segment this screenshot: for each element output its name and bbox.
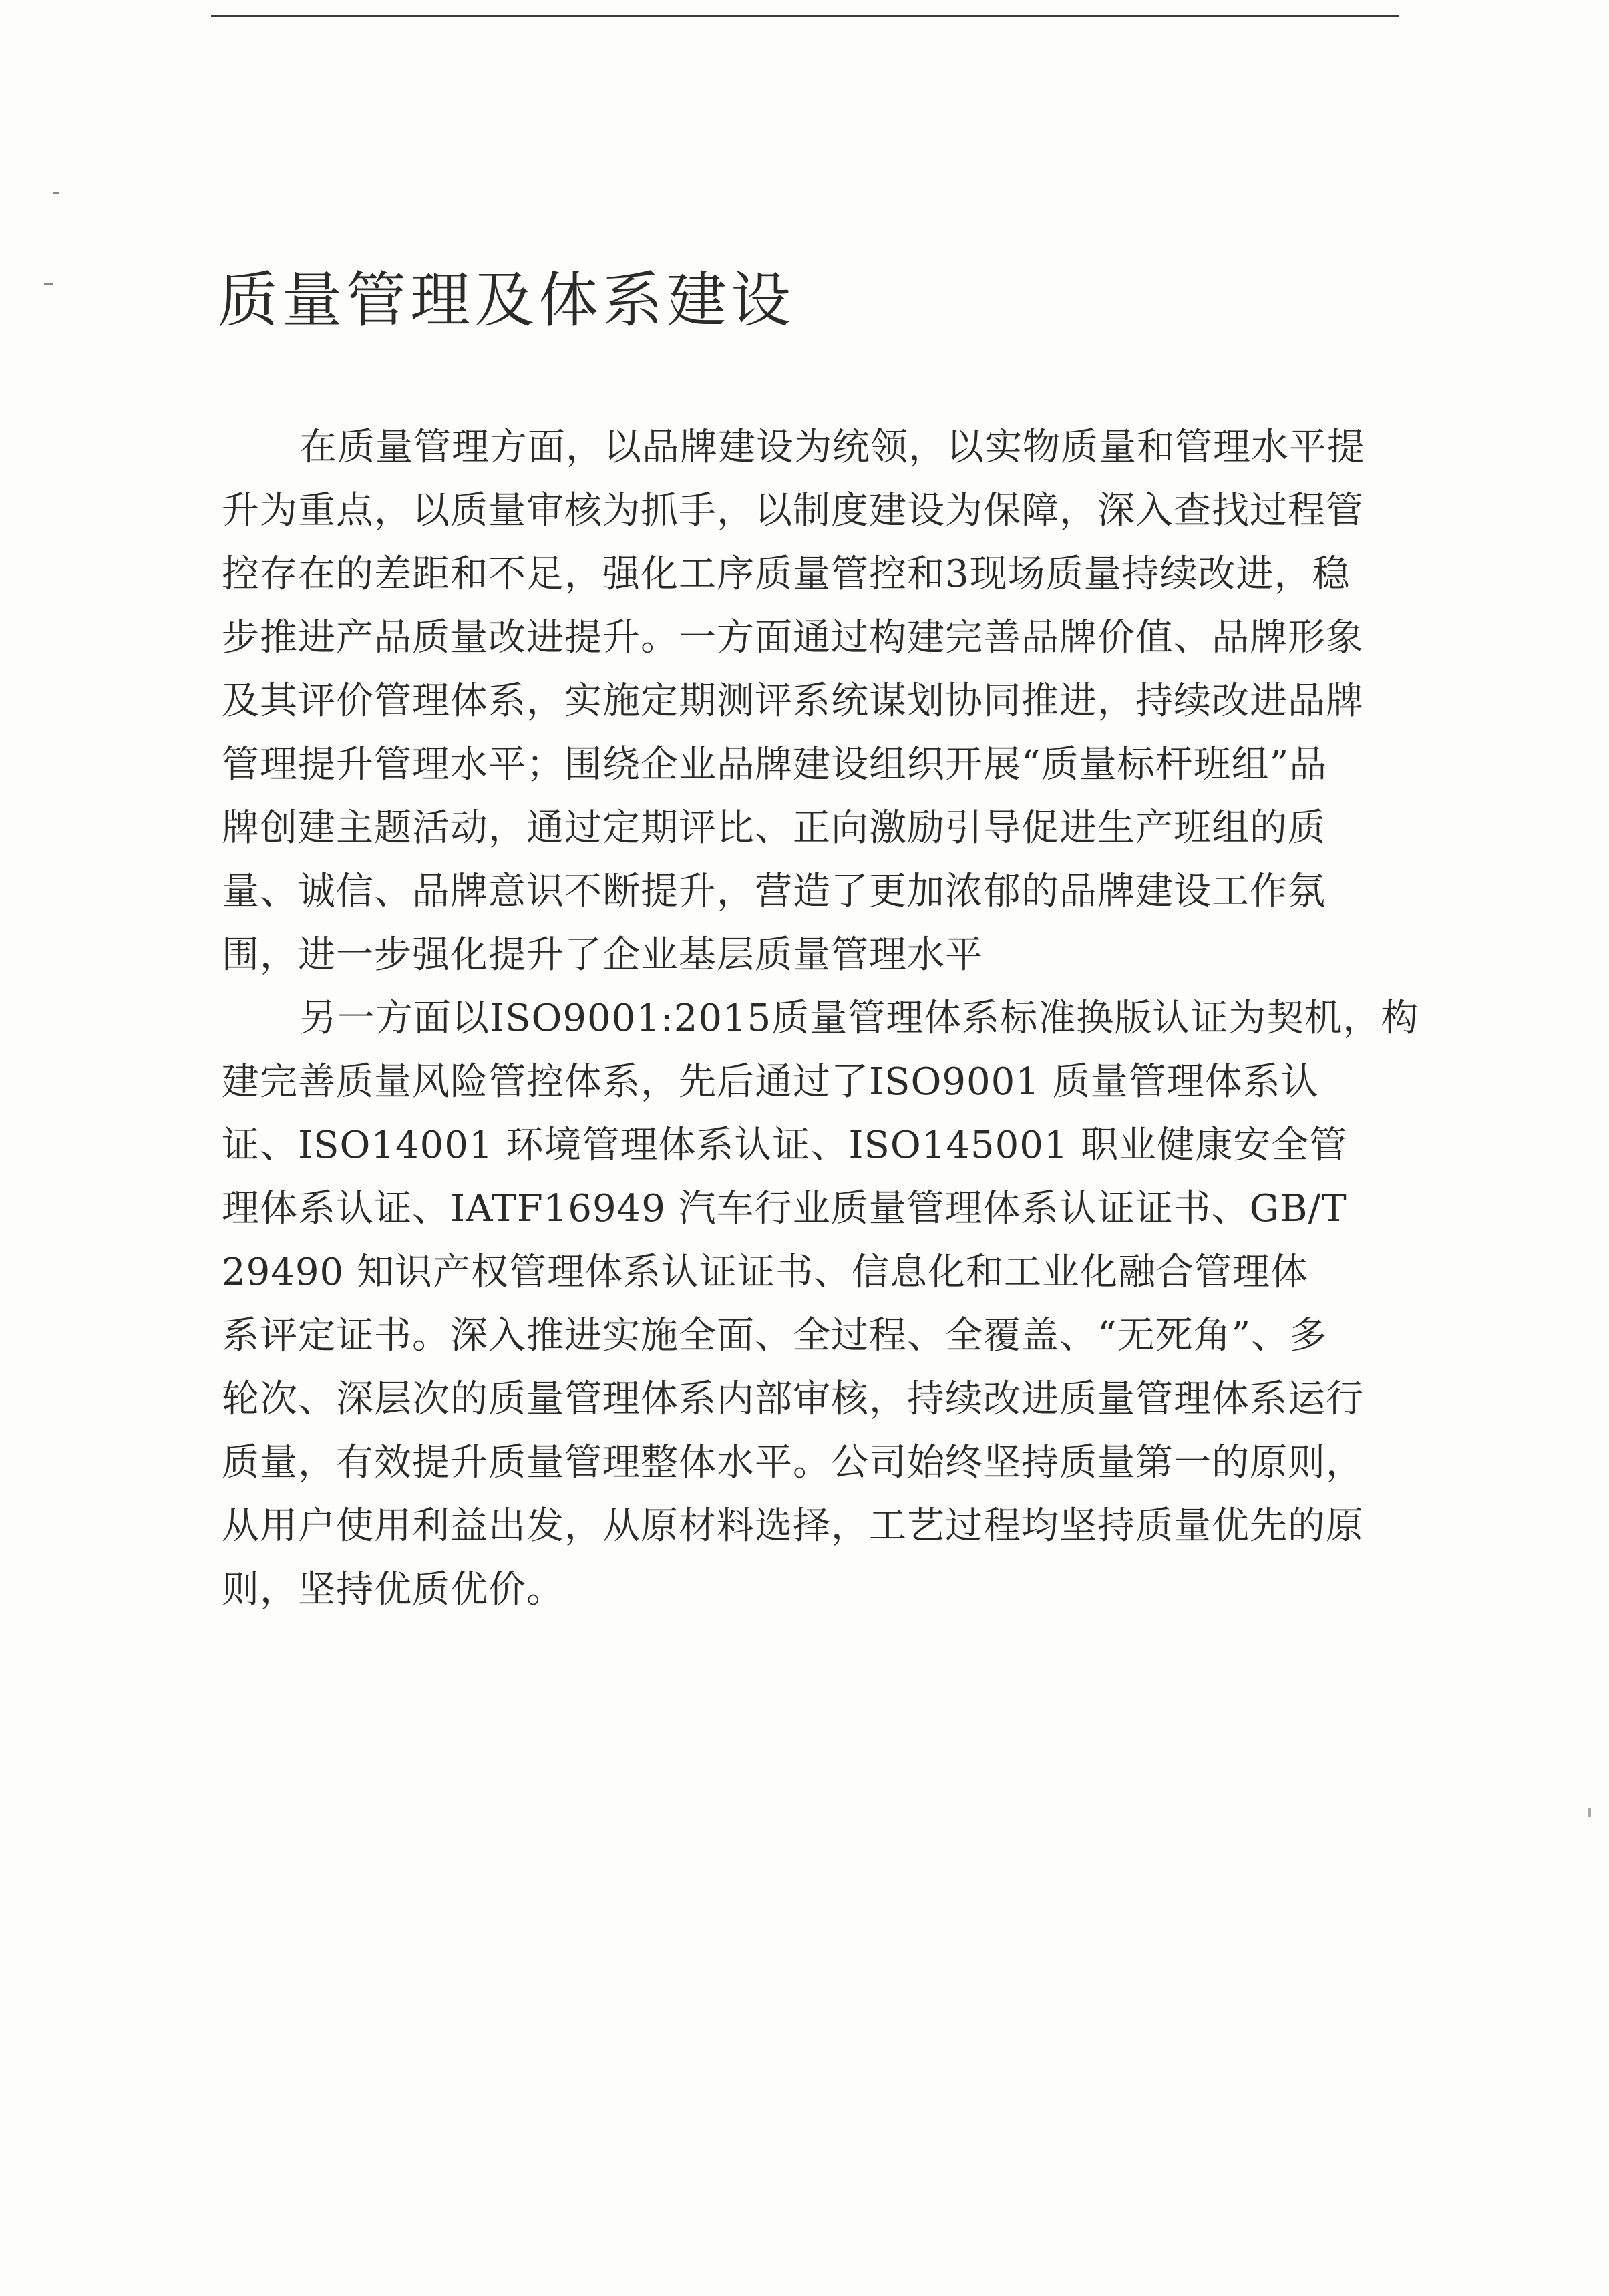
header-rule [211, 15, 1399, 17]
text-line: 证、ISO14001 环境管理体系认证、ISO145001 职业健康安全管 [222, 1124, 1348, 1167]
scan-speck [1588, 1808, 1591, 1817]
text-line: 质量，有效提升质量管理整体水平。公司始终坚持质量第一的原则， [222, 1441, 1364, 1484]
text-line: 另一方面以ISO9001:2015质量管理体系标准换版认证为契机，构 [299, 997, 1419, 1040]
text-line: 在质量管理方面，以品牌建设为统领，以实物质量和管理水平提 [299, 426, 1365, 469]
paragraph-quality-management [222, 416, 1417, 987]
text-line: 建完善质量风险管控体系，先后通过了ISO9001 质量管理体系认 [222, 1060, 1319, 1104]
scan-speck [53, 192, 59, 194]
text-line: 量、诚信、品牌意识不断提升，营造了更加浓郁的品牌建设工作氛 [222, 870, 1326, 913]
scan-speck [44, 283, 53, 285]
text-line: 牌创建主题活动，通过定期评比、正向激励引导促进生产班组的质 [222, 806, 1326, 850]
text-line: 29490 知识产权管理体系认证证书、信息化和工业化融合管理体 [222, 1251, 1308, 1294]
text-line: 理体系认证、IATF16949 汽车行业质量管理体系认证证书、GB/T [222, 1187, 1347, 1231]
page-title: 质量管理及体系建设 [218, 265, 795, 335]
text-line: 围，进一步强化提升了企业基层质量管理水平 [222, 933, 983, 977]
text-line: 则，坚持优质优价。 [222, 1568, 564, 1611]
text-line: 从用户使用利益出发，从原材料选择，工艺过程均坚持质量优先的原 [222, 1504, 1364, 1548]
paragraph-system-certification [222, 987, 1417, 1621]
text-line: 及其评价管理体系，实施定期测评系统谋划协同推进，持续改进品牌 [222, 679, 1364, 723]
text-line: 系评定证书。深入推进实施全面、全过程、全覆盖、“无死角”、多 [222, 1314, 1328, 1357]
text-line: 管理提升管理水平；围绕企业品牌建设组织开展“质量标杆班组”品 [222, 743, 1328, 786]
text-line: 控存在的差距和不足，强化工序质量管控和3现场质量持续改进，稳 [222, 552, 1351, 596]
text-line: 升为重点，以质量审核为抓手，以制度建设为保障，深入查找过程管 [222, 489, 1364, 532]
text-line: 轮次、深层次的质量管理体系内部审核，持续改进质量管理体系运行 [222, 1377, 1364, 1421]
text-line: 步推进产品质量改进提升。一方面通过构建完善品牌价值、品牌形象 [222, 616, 1364, 659]
document-body [222, 416, 1417, 1621]
